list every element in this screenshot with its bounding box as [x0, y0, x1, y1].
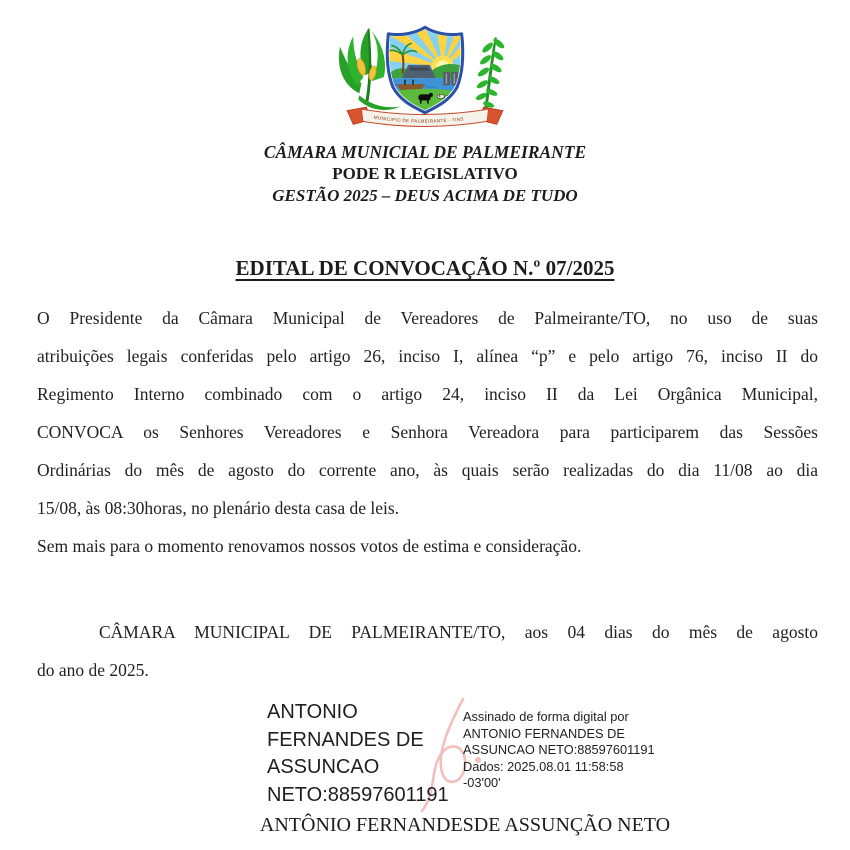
signature-name-line: NETO:88597601191 — [267, 783, 449, 806]
body-line: O Presidente da Câmara Municipal de Vereadores de Palmeirante/TO, no uso de suas — [37, 308, 818, 328]
dateline — [37, 613, 818, 689]
printed-signatory-name: ANTÔNIO FERNANDESDE ASSUNÇÃO NETO — [259, 814, 671, 836]
dateline-line: CÂMARA MUNICIPAL DE PALMEIRANTE/TO, aos 04 dias do mês de agosto — [99, 622, 818, 642]
motto: GESTÃO 2025 – DEUS ACIMA DE TUDO — [272, 186, 578, 205]
dateline-line: do ano de 2025. — [37, 660, 149, 680]
signature-detail-line: ASSUNCAO NETO:88597601191 — [463, 742, 655, 758]
body-line: CONVOCA os Senhores Vereadores e Senhora Vereadora para participarem das Sessões — [37, 422, 818, 442]
signature-detail-line: ANTONIO FERNANDES DE — [463, 725, 625, 741]
signature-detail-line: -03'00' — [463, 775, 501, 791]
branch-name: PODE R LEGISLATIVO — [332, 164, 518, 183]
body-text — [37, 299, 818, 565]
silos-icon — [443, 72, 466, 85]
digital-signature-name — [267, 699, 472, 809]
org-name: CÂMARA MUNICIAL DE PALMEIRANTE — [263, 142, 587, 162]
digital-signature-details — [463, 709, 693, 792]
leaf-branch-icon — [475, 37, 506, 117]
body-line: 15/08, às 08:30horas, no plenário desta casa de leis. — [37, 498, 400, 518]
signature-name-line: ANTONIO — [267, 701, 358, 723]
edict-title-text: EDITAL DE CONVOCAÇÃO N.º 07/2025 — [235, 256, 615, 280]
body-line: atribuições legais conferidas pelo artigo 26, inciso I, alínea “p” e pelo artigo 76, inciso II do — [37, 346, 818, 366]
signature-detail-line: Dados: 2025.08.01 11:58:58 — [463, 758, 624, 774]
closing-line: Sem mais para o momento renovamos nossos votos de estima e consideração. — [37, 536, 582, 556]
signature-name-line: ASSUNCAO — [267, 756, 380, 778]
signature-name-line: FERNANDES DE — [267, 728, 424, 751]
letterhead — [0, 141, 850, 207]
edict-title — [0, 256, 850, 281]
body-line: Regimento Interno combinado com o artigo 24, inciso II da Lei Orgânica Municipal, — [37, 384, 818, 404]
coat-of-arms — [330, 14, 520, 128]
ribbon-text: MUNICIPIO DE PALMEIRANTE - TINS — [373, 114, 465, 124]
body-line: Ordinárias do mês de agosto do corrente ano, às quais serão realizadas do dia 11/08 ao dia — [37, 460, 818, 480]
signature-detail-line: Assinado de forma digital por — [463, 709, 629, 724]
